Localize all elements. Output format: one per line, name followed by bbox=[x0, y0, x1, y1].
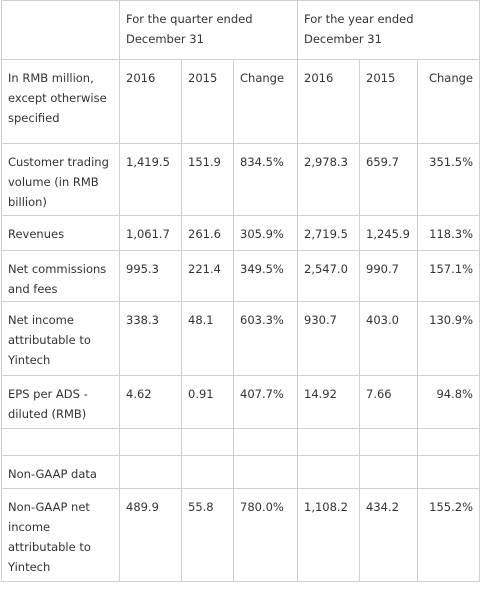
q-2015-header: 2015 bbox=[182, 60, 234, 144]
y-2015-header: 2015 bbox=[360, 60, 418, 144]
financial-summary-table bbox=[1, 0, 480, 582]
cell-y-change: 118.3% bbox=[418, 216, 480, 251]
cell-y-2015: 990.7 bbox=[360, 251, 418, 302]
cell-q-2015: 55.8 bbox=[182, 489, 234, 582]
cell-y-2015: 7.66 bbox=[360, 376, 418, 429]
cell-q-change: 834.5% bbox=[234, 144, 298, 216]
table-row bbox=[2, 216, 480, 251]
cell-q-2016: 338.3 bbox=[120, 302, 182, 376]
blank-cell bbox=[298, 429, 360, 456]
row-label: Net commissions and fees bbox=[2, 251, 120, 302]
blank-row bbox=[2, 429, 480, 456]
cell-y-2016: 2,547.0 bbox=[298, 251, 360, 302]
empty-corner-cell bbox=[2, 1, 120, 60]
blank-cell bbox=[182, 456, 234, 489]
table-row bbox=[2, 489, 480, 582]
cell-y-2016: 2,978.3 bbox=[298, 144, 360, 216]
row-label: EPS per ADS - diluted (RMB) bbox=[2, 376, 120, 429]
period-header-row bbox=[2, 1, 480, 60]
cell-q-2015: 261.6 bbox=[182, 216, 234, 251]
cell-q-2015: 221.4 bbox=[182, 251, 234, 302]
blank-cell bbox=[120, 456, 182, 489]
cell-q-2015: 48.1 bbox=[182, 302, 234, 376]
blank-cell bbox=[120, 429, 182, 456]
cell-q-2016: 1,419.5 bbox=[120, 144, 182, 216]
row-label: Revenues bbox=[2, 216, 120, 251]
y-change-header: Change bbox=[418, 60, 480, 144]
cell-y-2015: 403.0 bbox=[360, 302, 418, 376]
q-2016-header: 2016 bbox=[120, 60, 182, 144]
y-2016-header: 2016 bbox=[298, 60, 360, 144]
q-change-header: Change bbox=[234, 60, 298, 144]
cell-y-change: 155.2% bbox=[418, 489, 480, 582]
cell-y-2015: 434.2 bbox=[360, 489, 418, 582]
cell-q-change: 780.0% bbox=[234, 489, 298, 582]
year-group-header: For the year ended December 31 bbox=[298, 1, 480, 60]
cell-q-2016: 1,061.7 bbox=[120, 216, 182, 251]
cell-y-2016: 2,719.5 bbox=[298, 216, 360, 251]
table-row bbox=[2, 302, 480, 376]
cell-q-2016: 995.3 bbox=[120, 251, 182, 302]
blank-cell bbox=[298, 456, 360, 489]
blank-cell bbox=[418, 429, 480, 456]
blank-cell bbox=[234, 456, 298, 489]
table-row bbox=[2, 251, 480, 302]
cell-y-2016: 1,108.2 bbox=[298, 489, 360, 582]
cell-q-change: 603.3% bbox=[234, 302, 298, 376]
cell-y-change: 130.9% bbox=[418, 302, 480, 376]
cell-y-2016: 14.92 bbox=[298, 376, 360, 429]
column-header-row bbox=[2, 60, 480, 144]
blank-cell bbox=[234, 429, 298, 456]
cell-y-change: 157.1% bbox=[418, 251, 480, 302]
blank-cell bbox=[182, 429, 234, 456]
label-column-header: In RMB million, except otherwise specified bbox=[2, 60, 120, 144]
cell-q-2015: 0.91 bbox=[182, 376, 234, 429]
cell-q-2016: 489.9 bbox=[120, 489, 182, 582]
blank-cell bbox=[360, 456, 418, 489]
cell-q-2016: 4.62 bbox=[120, 376, 182, 429]
blank-cell bbox=[2, 429, 120, 456]
quarter-group-header: For the quarter ended December 31 bbox=[120, 1, 298, 60]
cell-y-2015: 659.7 bbox=[360, 144, 418, 216]
cell-y-change: 94.8% bbox=[418, 376, 480, 429]
cell-y-2015: 1,245.9 bbox=[360, 216, 418, 251]
row-label: Customer trading volume (in RMB billion) bbox=[2, 144, 120, 216]
section-header-row bbox=[2, 456, 480, 489]
row-label: Net income attributable to Yintech bbox=[2, 302, 120, 376]
table-row bbox=[2, 376, 480, 429]
blank-cell bbox=[360, 429, 418, 456]
cell-y-2016: 930.7 bbox=[298, 302, 360, 376]
blank-cell bbox=[418, 456, 480, 489]
section-label: Non-GAAP data bbox=[2, 456, 120, 489]
table-row bbox=[2, 144, 480, 216]
cell-q-change: 407.7% bbox=[234, 376, 298, 429]
row-label: Non-GAAP net income attributable to Yintech bbox=[2, 489, 120, 582]
cell-q-change: 349.5% bbox=[234, 251, 298, 302]
cell-q-2015: 151.9 bbox=[182, 144, 234, 216]
cell-y-change: 351.5% bbox=[418, 144, 480, 216]
cell-q-change: 305.9% bbox=[234, 216, 298, 251]
